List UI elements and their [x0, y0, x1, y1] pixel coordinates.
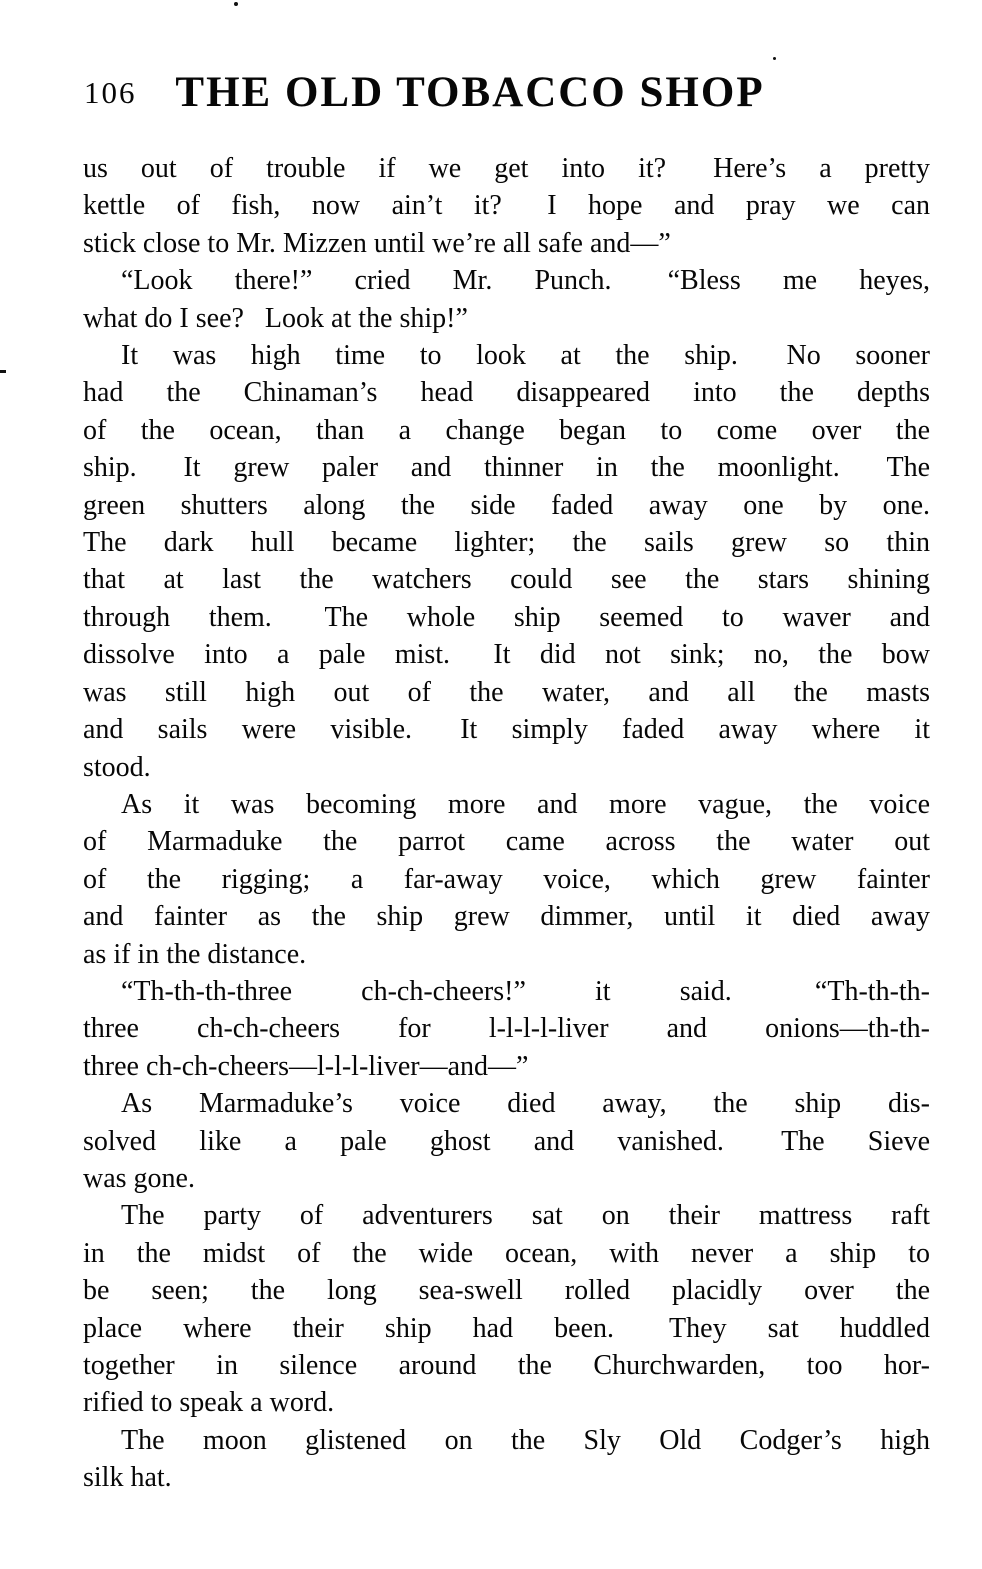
- text-line: As it was becoming more and more vague, the voice: [121, 788, 930, 820]
- text-line: three ch-ch-cheers for l-l-l-l-liver and onions—th-th-: [83, 1013, 930, 1045]
- text-line: us out of trouble if we get into it? Here’s a pretty: [83, 153, 930, 184]
- text-line: together in silence around the Churchwarden, too hor-: [83, 1350, 930, 1381]
- text-line: The dark hull became lighter; the sails grew so thin: [83, 527, 930, 559]
- text-line: It was high time to look at the ship. No sooner: [121, 340, 930, 372]
- text-line: of the ocean, than a change began to come over the: [83, 414, 930, 446]
- text-line: of Marmaduke the parrot came across the water out: [83, 826, 930, 858]
- text-line: that at last the watchers could see the stars shining: [83, 564, 930, 596]
- text-line: stood.: [83, 751, 151, 783]
- text-line: place where their ship had been. They sat huddled: [83, 1312, 930, 1344]
- text-line: of the rigging; a far-away voice, which grew fainter: [83, 863, 930, 895]
- text-line: solved like a pale ghost and vanished. The Sieve: [83, 1125, 930, 1157]
- text-line: was still high out of the water, and all the masts: [83, 676, 930, 708]
- text-line: and sails were visible. It simply faded away where it: [83, 714, 930, 746]
- text-line: As Marmaduke’s voice died away, the ship dis-: [121, 1088, 930, 1120]
- text-line: had the Chinaman’s head disappeared into the depths: [83, 377, 930, 409]
- text-line: “Th-th-th-three ch-ch-cheers!” it said. “Th-th-th-: [121, 975, 930, 1007]
- paragraph: [83, 1085, 930, 1197]
- text-line: what do I see? Look at the ship!”: [83, 302, 468, 334]
- text-line: was gone.: [83, 1162, 195, 1194]
- text-line: in the midst of the wide ocean, with never a ship to: [83, 1237, 930, 1269]
- paragraph: [83, 150, 930, 262]
- text-line: be seen; the long sea-swell rolled placidly over the: [83, 1275, 930, 1307]
- text-line: kettle of fish, now ain’t it? I hope and pray we can: [83, 190, 930, 222]
- text-line: green shutters along the side faded away one by one.: [83, 489, 930, 521]
- text-line: stick close to Mr. Mizzen until we’re all safe and—”: [83, 227, 671, 259]
- paragraph: [83, 1422, 930, 1497]
- paragraph: [83, 262, 930, 337]
- text-line: ship. It grew paler and thinner in the moonlight. The: [83, 452, 930, 484]
- text-line: as if in the distance.: [83, 938, 307, 970]
- page-number: 106: [84, 75, 137, 110]
- text-line: through them. The whole ship seemed to waver and: [83, 601, 930, 633]
- text-line: “Look there!” cried Mr. Punch. “Bless me heyes,: [121, 265, 930, 297]
- scan-dash-left-margin: [0, 370, 6, 373]
- text-line: silk hat.: [83, 1462, 172, 1494]
- page-body: [83, 150, 930, 1497]
- text-line: dissolve into a pale mist. It did not sink; no, the bow: [83, 639, 930, 671]
- page-header: [0, 0, 982, 130]
- text-line: three ch-ch-cheers—l-l-l-liver—and—”: [83, 1050, 529, 1082]
- paragraph: [83, 1197, 930, 1421]
- text-line: The moon glistened on the Sly Old Codger’s high: [121, 1424, 930, 1456]
- text-line: and fainter as the ship grew dimmer, until it died away: [83, 901, 930, 933]
- paragraph: [83, 786, 930, 973]
- text-line: rified to speak a word.: [83, 1387, 335, 1419]
- paragraph: [83, 337, 930, 786]
- text-line: The party of adventurers sat on their mattress raft: [121, 1200, 930, 1232]
- running-title: THE OLD TOBACCO SHOP: [175, 69, 765, 116]
- paragraph: [83, 973, 930, 1085]
